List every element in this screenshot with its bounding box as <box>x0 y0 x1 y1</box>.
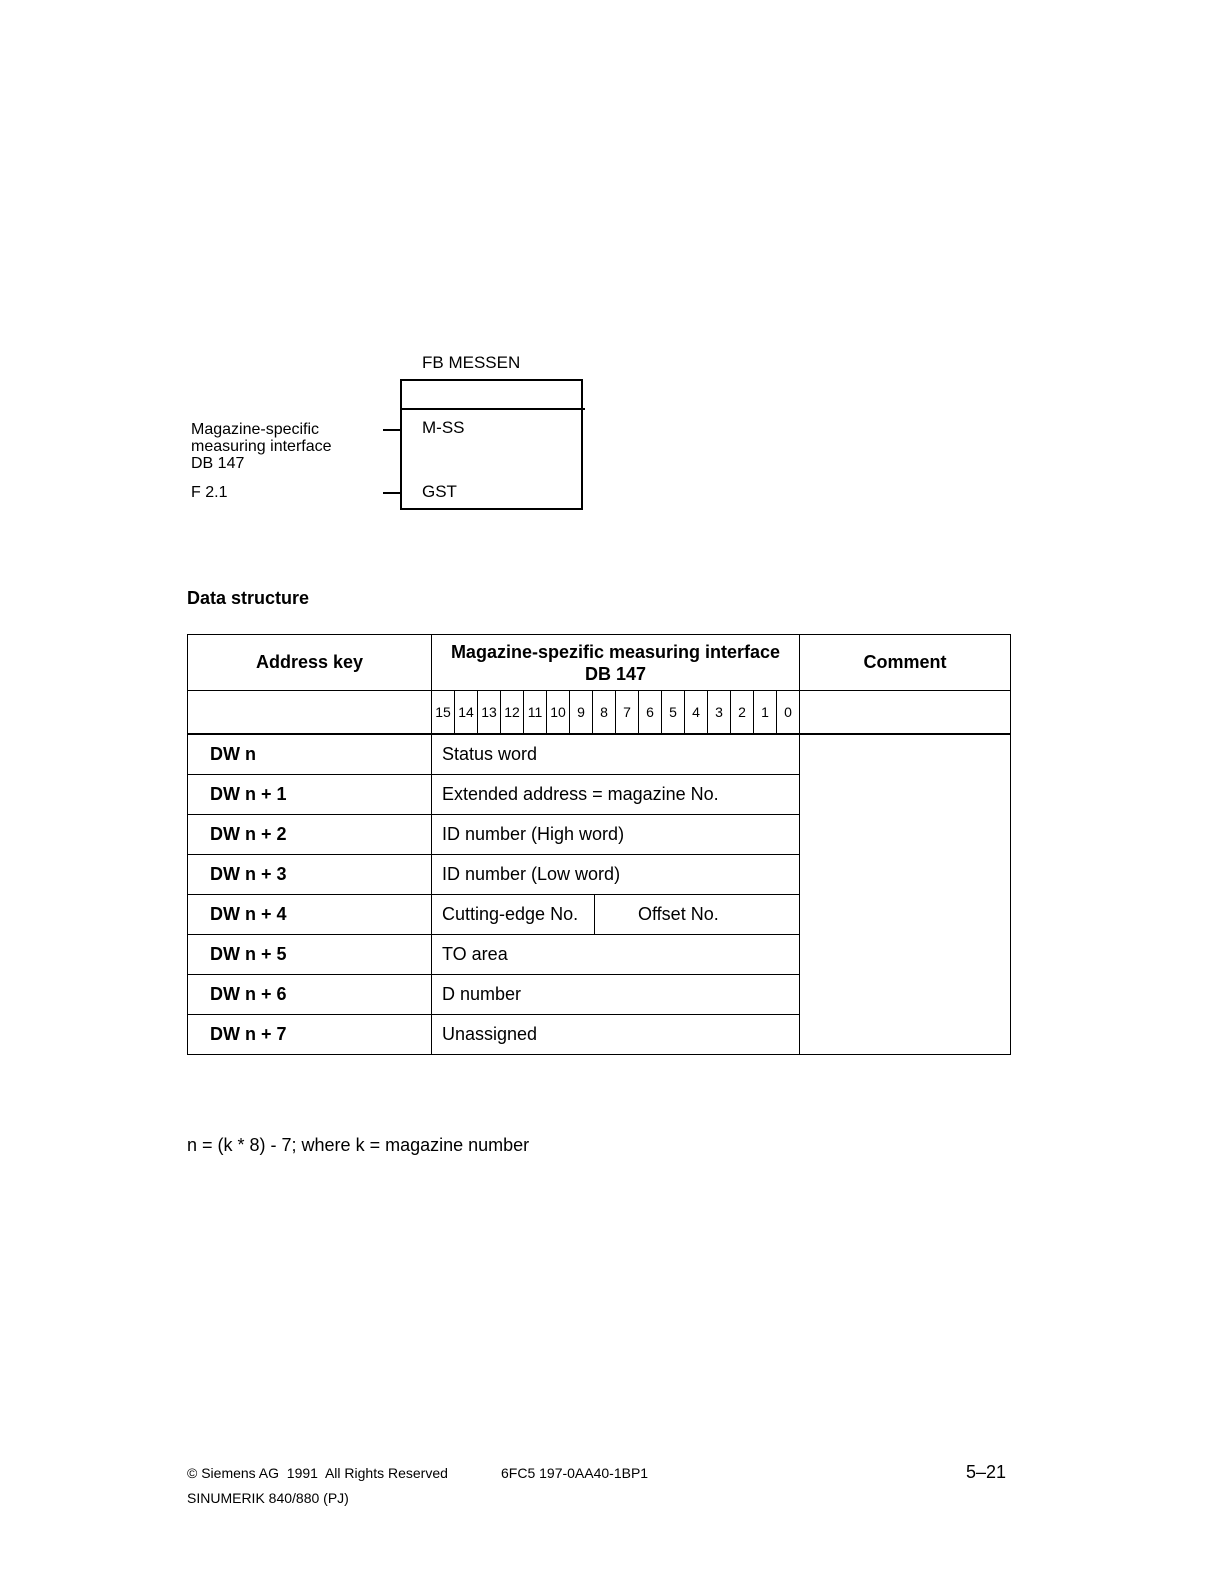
address-key-cell: DW n + 7 <box>188 1015 432 1055</box>
mss-input-label-line: Magazine-specific <box>191 421 320 438</box>
address-key-cell: DW n + 2 <box>188 815 432 855</box>
section-heading: Data structure <box>187 588 310 608</box>
bit-number: 9 <box>569 691 592 733</box>
data-word-cell: Unassigned <box>432 1015 800 1055</box>
bit-number: 10 <box>546 691 569 733</box>
bit-number: 5 <box>661 691 684 733</box>
data-word-cell: TO area <box>432 935 800 975</box>
bit-row-comment-cell <box>800 691 1011 735</box>
comment-cell <box>800 734 1011 1055</box>
bit-row-empty-cell <box>188 691 432 735</box>
data-structure-table <box>187 634 1011 1055</box>
bit-number: 6 <box>638 691 661 733</box>
cutting-edge-no: Cutting-edge No. <box>432 895 595 934</box>
fb-input-pin-mss <box>383 429 400 431</box>
table-row <box>188 734 1011 775</box>
header-interface-line1: Magazine-spezific measuring interface <box>450 641 781 662</box>
fb-param-gst: GST <box>422 482 457 501</box>
header-address-key: Address key <box>188 635 432 691</box>
data-word-cell: Status word <box>432 734 800 775</box>
data-word-cell: Extended address = magazine No. <box>432 775 800 815</box>
bit-number: 2 <box>730 691 753 733</box>
data-word-cell: ID number (High word) <box>432 815 800 855</box>
bit-number: 11 <box>523 691 546 733</box>
mss-input-label-line: measuring interface <box>191 438 332 455</box>
bit-number: 1 <box>753 691 776 733</box>
table-header-row <box>188 635 1011 691</box>
bit-number: 12 <box>500 691 523 733</box>
header-interface-line2: DB 147 <box>584 663 647 684</box>
bit-number-row <box>188 691 1011 735</box>
bit-number: 7 <box>615 691 638 733</box>
data-word-split-cell <box>432 895 800 935</box>
fb-block-divider <box>400 408 585 410</box>
address-key-cell: DW n + 1 <box>188 775 432 815</box>
bit-numbers-cell <box>432 691 800 735</box>
header-comment: Comment <box>800 635 1011 691</box>
page-number: 5–21 <box>966 1462 1007 1482</box>
mss-input-label-line: DB 147 <box>191 455 245 472</box>
bit-number: 13 <box>477 691 500 733</box>
footer-product: SINUMERIK 840/880 (PJ) <box>187 1490 349 1506</box>
bit-number: 8 <box>592 691 615 733</box>
bit-number: 15 <box>435 704 451 720</box>
address-key-cell: DW n + 4 <box>188 895 432 935</box>
footer-copyright: © Siemens AG 1991 All Rights Reserved <box>187 1465 448 1481</box>
fb-param-mss: M-SS <box>422 418 465 437</box>
address-key-cell: DW n <box>188 734 432 775</box>
formula-text: n = (k * 8) - 7; where k = magazine number <box>187 1135 530 1155</box>
bit-number: 0 <box>776 691 799 733</box>
fb-input-pin-gst <box>383 492 400 494</box>
data-word-cell: ID number (Low word) <box>432 855 800 895</box>
offset-no: Offset No. <box>638 904 719 924</box>
gst-input-label: F 2.1 <box>191 484 228 501</box>
fb-title: FB MESSEN <box>422 353 521 372</box>
bit-number: 14 <box>454 691 477 733</box>
bit-number: 4 <box>684 691 707 733</box>
address-key-cell: DW n + 3 <box>188 855 432 895</box>
mss-input-label <box>191 421 332 472</box>
address-key-cell: DW n + 6 <box>188 975 432 1015</box>
footer-order-number: 6FC5 197-0AA40-1BP1 <box>501 1465 649 1481</box>
bit-number: 3 <box>707 691 730 733</box>
data-word-cell: D number <box>432 975 800 1015</box>
address-key-cell: DW n + 5 <box>188 935 432 975</box>
header-interface <box>432 635 800 691</box>
